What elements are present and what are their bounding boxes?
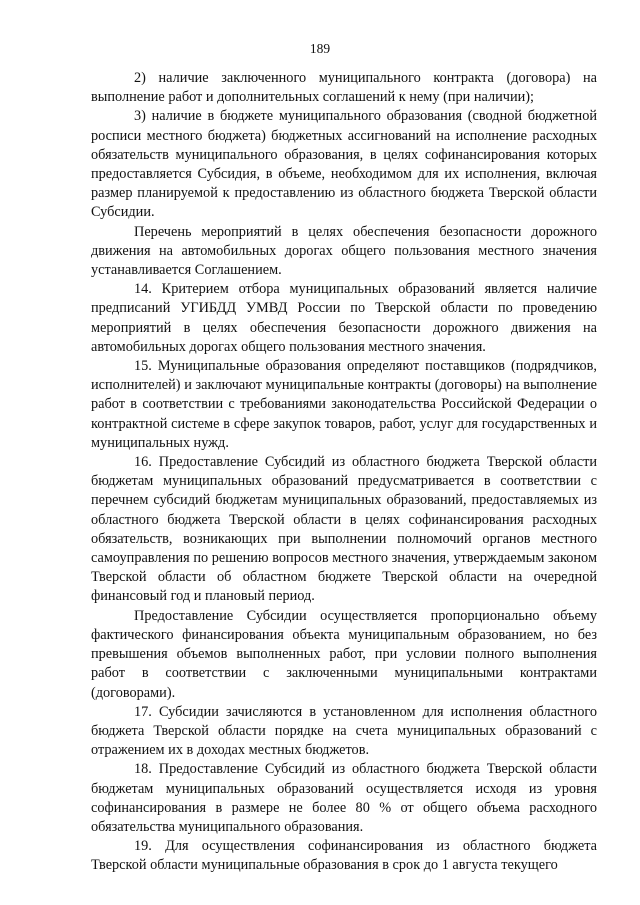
paragraph-item-2-contract: 2) наличие заключенного муниципального контракта (договора) на выполнение работ и дополнительных соглашений к нему (при наличии); [91, 70, 597, 106]
paragraph-18-cofinancing-level: 18. Предоставление Субсидий из областного бюджета Тверской области бюджетам муниципальных образований осуществляется исходя из уровня софинансирования в размере не более 80 % от общего объема расходного обязательства муниципального образования. [91, 761, 597, 835]
paragraph-measures-list: Перечень мероприятий в целях обеспечения безопасности дорожного движения на автомобильных дорогах общего пользования местного значения устанавливается Соглашением. [91, 223, 597, 279]
page-number: 189 [309, 41, 331, 56]
paragraph-19-cofinancing-deadline: 19. Для осуществления софинансирования из областного бюджета Тверской области муниципальные образования в срок до 1 августа текущего [91, 838, 597, 874]
paragraph-proportional-financing: Предоставление Субсидии осуществляется пропорционально объему фактического финансирования объекта муниципальным образованием, но без превышения объемов выполненных работ, при условии полного выполнения работ в соответствии с заключенными муниципальными контрактами (договорами). [91, 607, 597, 701]
paragraph-14-selection-criterion: 14. Критерием отбора муниципальных образований является наличие предписаний УГИБДД УМВД России по Тверской области по проведению мероприятий в целях обеспечения безопасности дорожного движения на автомобильных дорогах общего пользования местного значения. [91, 281, 597, 355]
paragraph-17-crediting: 17. Субсидии зачисляются в установленном для исполнения областного бюджета Тверской области порядке на счета муниципальных образований с отражением их в доходах местных бюджетов. [91, 703, 597, 759]
paragraph-15-suppliers: 15. Муниципальные образования определяют поставщиков (подрядчиков, исполнителей) и заключают муниципальные контракты (договоры) на выполнение работ в соответствии с требованиями законодательства Российской Федерации о контрактной системе в сфере закупок товаров, работ, услуг для государственных и муниципальных нужд. [91, 358, 597, 451]
paragraph-16-subsidy-provision: 16. Предоставление Субсидий из областного бюджета Тверской области бюджетам муниципальных образований предусматривается в соответствии с перечнем субсидий бюджетам муниципальных образований, предоставляемых из областного бюджета Тверской области в целях софинансирования расходных обязательств, возникающих при выполнении полномочий органов местного самоуправления по решению вопросов местного значения, утверждаемым законом Тверской области об областном бюджете Тверской области на очередной финансовый год и плановый период. [91, 454, 597, 605]
paragraph-item-3-budget: 3) наличие в бюджете муниципального образования (сводной бюджетной росписи местного бюджета) бюджетных ассигнований на исполнение расходных обязательств муниципального образования, в целях софинансирования которых предоставляется Субсидия, в объеме, необходимом для их исполнения, включая размер планируемой к предоставлению из областного бюджета Тверской области Субсидии. [91, 108, 597, 221]
document-body [91, 69, 597, 876]
